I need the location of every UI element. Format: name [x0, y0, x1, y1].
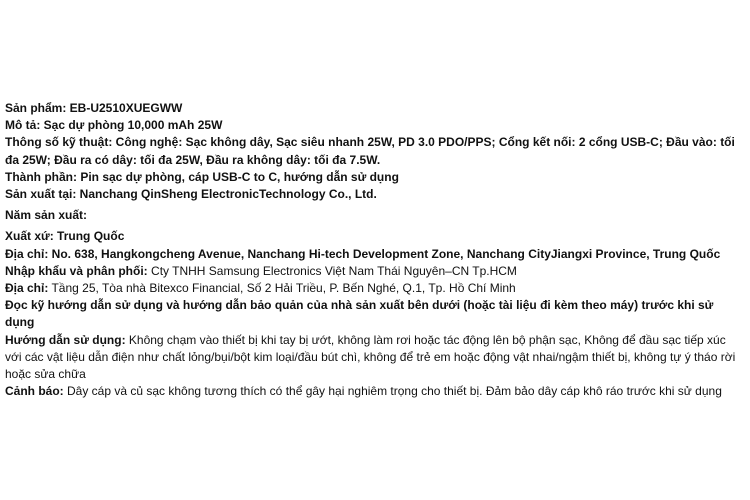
specs-line: Thông số kỹ thuật: Công nghệ: Sạc không dây, Sạc siêu nhanh 25W, PD 3.0 PDO/PPS; Cổng kết nối: 2 cổng USB-C; Đầu vào: tối đa 25W; Đầu ra có dây: tối đa 25W, Đầu ra không dây: tối đa 7.5W.: [5, 135, 735, 167]
contents-line: Thành phần: Pin sạc dự phòng, cáp USB-C to C, hướng dẫn sử dụng: [5, 169, 399, 184]
importer-value: Cty TNHH Samsung Electronics Việt Nam Thái Nguyên–CN Tp.HCM: [147, 263, 517, 278]
usage-label: Hướng dẫn sử dụng:: [5, 332, 126, 347]
importer-label: Nhập khẩu và phân phối:: [5, 263, 148, 278]
manufacturer-line: Sản xuất tại: Nanchang QinSheng ElectronicTechnology Co., Ltd.: [5, 187, 377, 202]
warning-value: Dây cáp và củ sạc không tương thích có thể gây hại nghiêm trọng cho thiết bị. Đảm bảo dây cáp khô ráo trước khi sử dụng: [63, 384, 722, 399]
importer-address-value: Tầng 25, Tòa nhà Bitexco Financial, Số 2 Hải Triều, P. Bến Nghé, Q.1, Tp. Hồ Chí Minh: [48, 281, 516, 296]
description-line: Mô tả: Sạc dự phòng 10,000 mAh 25W: [5, 118, 223, 133]
warning-label: Cảnh báo:: [5, 384, 64, 399]
read-notice-line: Đọc kỹ hướng dẫn sử dụng và hướng dẫn bảo quản của nhà sản xuất bên dưới (hoặc tài liệu đi kèm theo máy) trước khi sử dụng: [5, 298, 714, 330]
usage-line: [5, 332, 743, 384]
importer-line: [5, 263, 743, 280]
year-line: Năm sản xuất:: [5, 208, 88, 223]
factory-address-line: Địa chỉ: No. 638, Hangkongcheng Avenue, Nanchang Hi-tech Development Zone, Nanchang CityJiangxi Province, Trung Quốc: [5, 246, 721, 261]
product-line: Sản phẩm: EB-U2510XUEGWW: [5, 101, 183, 115]
origin-line: Xuất xứ: Trung Quốc: [5, 229, 125, 244]
product-label: [5, 100, 743, 400]
usage-value: Không chạm vào thiết bị khi tay bị ướt, không làm rơi hoặc tác động lên bộ phận sạc, Không để đầu sạc tiếp xúc với các vật liệu dẫn điện như chất lỏng/bụi/bột kim loại/đầu bút chì, không để trẻ em hoặc động vật nhai/ngậm thiết bị, không tự ý tháo rời hoặc sửa chữa: [5, 332, 736, 382]
importer-address-line: [5, 280, 743, 297]
warning-line: [5, 383, 743, 400]
importer-address-label: Địa chỉ:: [5, 281, 49, 296]
